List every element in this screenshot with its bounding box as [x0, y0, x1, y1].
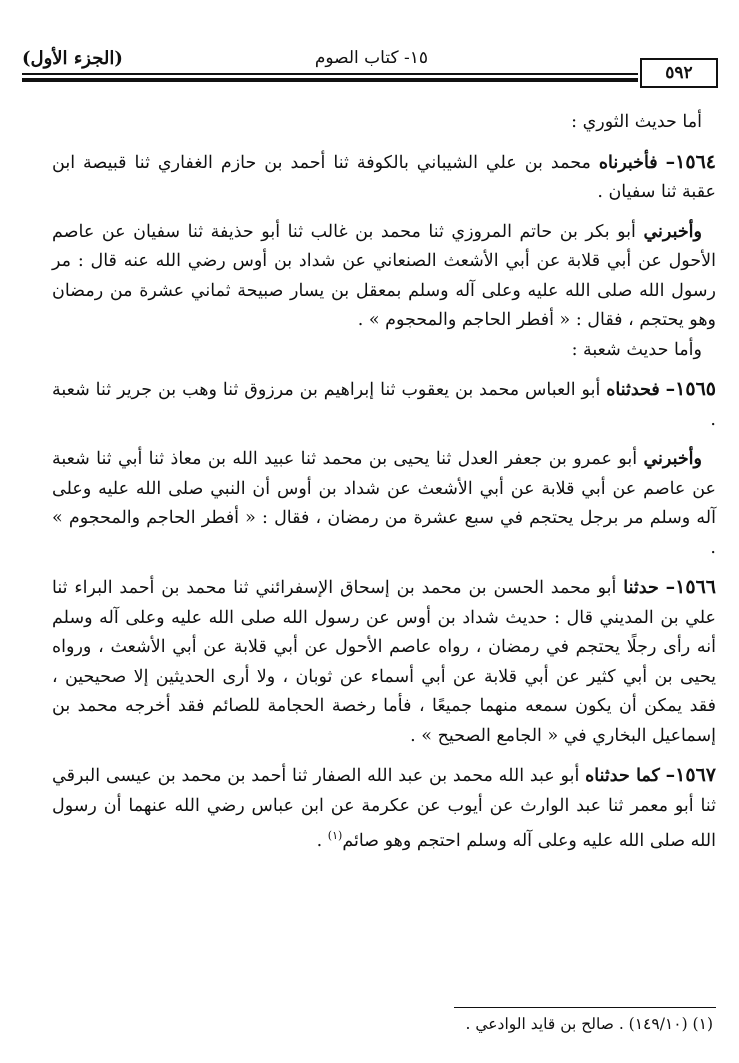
hadith-number: ١٥٦٥: [675, 378, 716, 400]
narration-keyword: وأخبرني: [643, 221, 702, 242]
hadith-paragraph: ١٥٦٧– كما حدثناه أبو عبد الله محمد بن عبد الله الصفار ثنا أحمد بن محمد بن عيسى البرقي ثنا أبو معمر ثنا عبد الوارث عن أيوب عن عكرمة عن ابن عباس رضي الله عنهما أن رسول الله صلى الله عليه وعلى آله وسلم احتجم وهو صائم$^{(١)}$ .: [52, 764, 716, 851]
page-header: [22, 42, 718, 98]
narration-keyword: حدثنا: [623, 578, 659, 598]
header-rule-thick: [22, 78, 638, 82]
narration-keyword: فأخبرناه: [598, 152, 658, 173]
hadith-number: ١٥٦٧: [675, 764, 716, 786]
narration-keyword: وأخبرني: [643, 449, 702, 469]
hadith-paragraph: ١٥٦٤– فأخبرناه محمد بن علي الشيباني بالكوفة ثنا أحمد بن حازم الغفاري ثنا قبيصة ابن عقبة ثنا سفيان .: [52, 150, 716, 202]
paragraph-text: أبو عمرو بن جعفر العدل ثنا يحيى بن محمد ثنا عبيد الله بن معاذ ثنا أبي ثنا شعبة عن عاصم عن أبي قلابة عن أبي الأشعث عن شداد بن أوس أن النبي صلى الله عليه وعلى آله وسلم مر برجل يحتجم في سبع عشرة من رمضان ، فقال : « أفطر الحاجم والمحجوم » .: [52, 449, 716, 558]
header-rule: [22, 73, 638, 75]
hadith-paragraph: [52, 445, 716, 563]
paragraph-text: أبو بكر بن حاتم المروزي ثنا محمد بن غالب ثنا أبو حذيفة ثنا سفيان عن عاصم الأحول عن أبي قلابة عن أبي الأشعث الصنعاني عن شداد بن أوس رضي الله عنه قال : مر رسول الله صلى الله عليه وعلى آله وسلم بمعقل بن يسار صبيحة ثماني عشرة من رمضان وهو يحتجم ، فقال : « أفطر الحاجم والمحجوم » .: [52, 221, 716, 330]
hadith-paragraph: [52, 218, 716, 336]
narration-keyword: كما حدثناه: [585, 766, 660, 786]
page-number: ٥٩٢: [640, 58, 718, 88]
section-heading: وأما حديث شعبة :: [571, 339, 702, 360]
chapter-title: ١٥- كتاب الصوم: [314, 48, 428, 68]
footnote: (١) (١٤٩/١٠) . صالح بن قايد الوادعي .: [465, 1015, 713, 1033]
part-label: (الجزء الأول): [22, 48, 123, 69]
hadith-number: ١٥٦٦: [675, 576, 716, 598]
paragraph-text: أبو محمد الحسن بن محمد بن إسحاق الإسفرائني ثنا محمد بن أحمد البراء ثنا علي بن المديني قال : حديث شداد بن أوس عن رسول الله صلى الله عليه وعلى آله وسلم أنه رأى رجلًا يحتجم في رمضان ، رواه عاصم الأحول عن أبي قلابة عن أبي الأشعث ، ورواه يحيى بن أبي كثير عن أبي قلابة عن أبي أسماء عن ثوبان ، ولا أرى الحديثين إلا صحيحين ، فقد يمكن أن يكون سمعه منهما جميعًا ، فأما رخصة الحجامة للصائم فقد أخرجه محمد بن إسماعيل البخاري في « الجامع الصحيح » .: [52, 578, 716, 746]
narration-keyword: فحدثناه: [606, 380, 660, 400]
hadith-paragraph: ١٥٦٦– حدثنا أبو محمد الحسن بن محمد بن إسحاق الإسفرائني ثنا محمد بن أحمد البراء ثنا علي بن المديني قال : حديث شداد بن أوس عن رسول الله صلى الله عليه وعلى آله وسلم أنه رأى رجلًا يحتجم في رمضان ، رواه عاصم الأحول عن أبي قلابة عن أبي الأشعث ، ورواه يحيى بن أبي كثير عن أبي قلابة عن أبي أسماء عن ثوبان ، ولا أرى الحديثين إلا صحيحين ، فقد يمكن أن يكون سمعه منهما جميعًا ، فأما رخصة الحجامة للصائم فقد أخرجه محمد بن إسماعيل البخاري في « الجامع الصحيح » .: [52, 576, 716, 746]
paragraph-text: أبو العباس محمد بن يعقوب ثنا إبراهيم بن مرزوق ثنا وهب بن جرير ثنا شعبة .: [52, 380, 716, 430]
section-heading: أما حديث الثوري :: [571, 112, 702, 132]
page-body: [52, 108, 716, 856]
footnote-rule: [454, 1007, 716, 1008]
paragraph-text: محمد بن علي الشيباني بالكوفة ثنا أحمد بن حازم الغفاري ثنا قبيصة ابن عقبة ثنا سفيان .: [52, 152, 716, 202]
footnote-marker[interactable]: (١): [327, 829, 343, 842]
paragraph-text: أبو عبد الله محمد بن عبد الله الصفار ثنا أحمد بن محمد بن عيسى البرقي ثنا أبو معمر ثنا عبد الوارث عن أيوب عن عكرمة عن ابن عباس رضي الله عنهما أن رسول الله صلى الله عليه وعلى آله وسلم احتجم وهو صائم: [52, 766, 716, 851]
hadith-number: ١٥٦٤: [675, 150, 716, 173]
hadith-paragraph: ١٥٦٥– فحدثناه أبو العباس محمد بن يعقوب ثنا إبراهيم بن مرزوق ثنا وهب بن جرير ثنا شعبة .: [52, 378, 716, 430]
